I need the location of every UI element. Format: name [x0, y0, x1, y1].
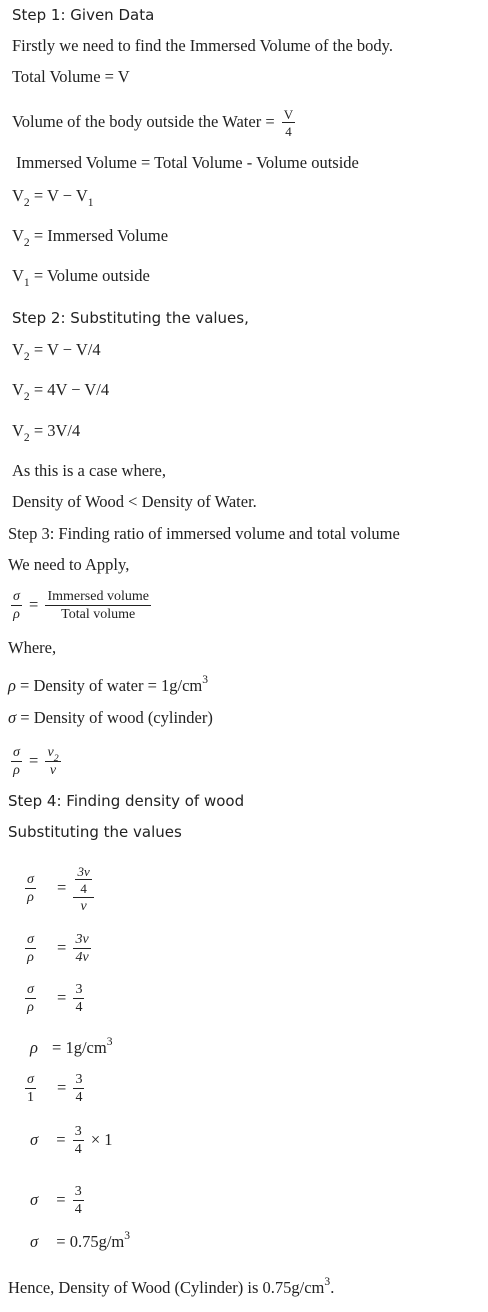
case-intro: As this is a case where, — [12, 461, 166, 480]
v1-meaning: = Volume outside — [33, 266, 150, 285]
outside-volume-den: 4 — [285, 124, 292, 140]
ratio-v2-over-v: $\frac{\sigma}{\rho}$ = $\frac{v_2}{v}$ — [13, 745, 59, 779]
step2-eq1: $V_2 = V - V/4$ — [12, 340, 101, 363]
case-condition: Density of Wood < Density of Water. — [12, 492, 257, 511]
derivation-row-2: $\frac{\sigma}{\rho}$ = $\frac{3v}{4v}$ — [27, 932, 89, 966]
derivation-row-1: $\frac{\sigma}{\rho}$ = $\frac{\frac{3v}{4}}{v}$ — [22, 858, 97, 918]
outside-volume-fraction — [282, 108, 295, 138]
step2-eq3: $V_2 = 3V/4$ — [12, 421, 81, 444]
total-volume-rhs: = V — [104, 67, 130, 86]
step1-intro: Firstly we need to find the Immersed Volume of the body. — [12, 36, 393, 55]
conclusion-text: Hence, Density of Wood (Cylinder) is 0.75g/cm — [8, 1278, 325, 1297]
where-text: Where, — [8, 638, 57, 657]
v2-equation-rhs: = V − V — [33, 186, 88, 205]
outside-volume-line — [12, 103, 298, 141]
result-value: = 0.75g/m — [56, 1232, 125, 1251]
total-volume-line — [12, 67, 130, 87]
rho-definition: ρ = Density of water = $1g/cm^3$ — [8, 674, 209, 695]
conclusion: Hence, Density of Wood (Cylinder) is $0.75g/cm^3$. — [8, 1276, 335, 1297]
outside-volume-label: Volume of the body outside the Water — [12, 112, 262, 131]
sigma-over-rho-fraction: $\frac{\sigma}{\rho}$ — [13, 589, 20, 623]
substituting-text: Substituting the values — [8, 823, 182, 841]
outside-volume-num: V — [283, 107, 294, 123]
step2-eq2: $V_2 = 4V - V/4$ — [12, 380, 110, 403]
sigma-definition: σ = Density of wood (cylinder) — [8, 708, 213, 727]
times-one: × 1 — [90, 1130, 113, 1149]
v2-meaning-line: $V_2$ = Immersed Volume — [12, 226, 169, 249]
v2-equation: $V_2 = V - V_1$ — [12, 186, 94, 209]
step2-eq1-rhs: = V − V/4 — [33, 340, 101, 359]
immersed-definition: Immersed Volume = Total Volume - Volume outside — [16, 153, 359, 172]
outside-volume-eq: = — [265, 112, 275, 131]
apply-text: We need to Apply, — [8, 555, 130, 574]
immersed-over-total-fraction — [45, 590, 150, 622]
ratio-denominator: Total volume — [61, 607, 136, 623]
step2-eq2-rhs: = 4V − V/4 — [33, 380, 110, 399]
sigma-definition-text: Density of wood (cylinder) — [33, 708, 213, 727]
ratio-formula: $\frac{\sigma}{\rho}$ = $\frac{\text{Immersed volume}}{\text{Total volume}}$ — [13, 589, 149, 623]
step2-eq3-rhs: = 3V/4 — [33, 421, 81, 440]
derivation-row-7: σ = $\frac{3}{4}$ — [30, 1184, 82, 1218]
rho-value: = 1g/cm — [52, 1038, 107, 1057]
derivation-row-8: $\sigma = 0.75g/m^3$ — [30, 1230, 131, 1251]
rho-definition-text: Density of water = 1g/cm — [33, 676, 203, 695]
step3-heading: Step 3: Finding ratio of immersed volume and total volume — [8, 524, 400, 543]
ratio-numerator: Immersed volume — [47, 589, 149, 605]
total-volume-label: Total Volume — [12, 67, 101, 86]
derivation-row-6: σ = $\frac{3}{4}$ × 1 — [30, 1124, 113, 1158]
step2-heading: Step 2: Substituting the values, — [12, 309, 249, 327]
v2-meaning: = Immersed Volume — [33, 226, 169, 245]
derivation-row-4: $\rho = 1g/cm^3$ — [30, 1036, 113, 1057]
derivation-row-3: $\frac{\sigma}{\rho}$ = $\frac{3}{4}$ — [27, 982, 83, 1016]
step4-heading: Step 4: Finding density of wood — [8, 792, 245, 810]
v1-meaning-line: $V_1$ = Volume outside — [12, 266, 150, 289]
derivation-row-5: $\frac{\sigma}{1}$ = $\frac{3}{4}$ — [26, 1072, 83, 1106]
step1-heading: Step 1: Given Data — [12, 6, 155, 24]
